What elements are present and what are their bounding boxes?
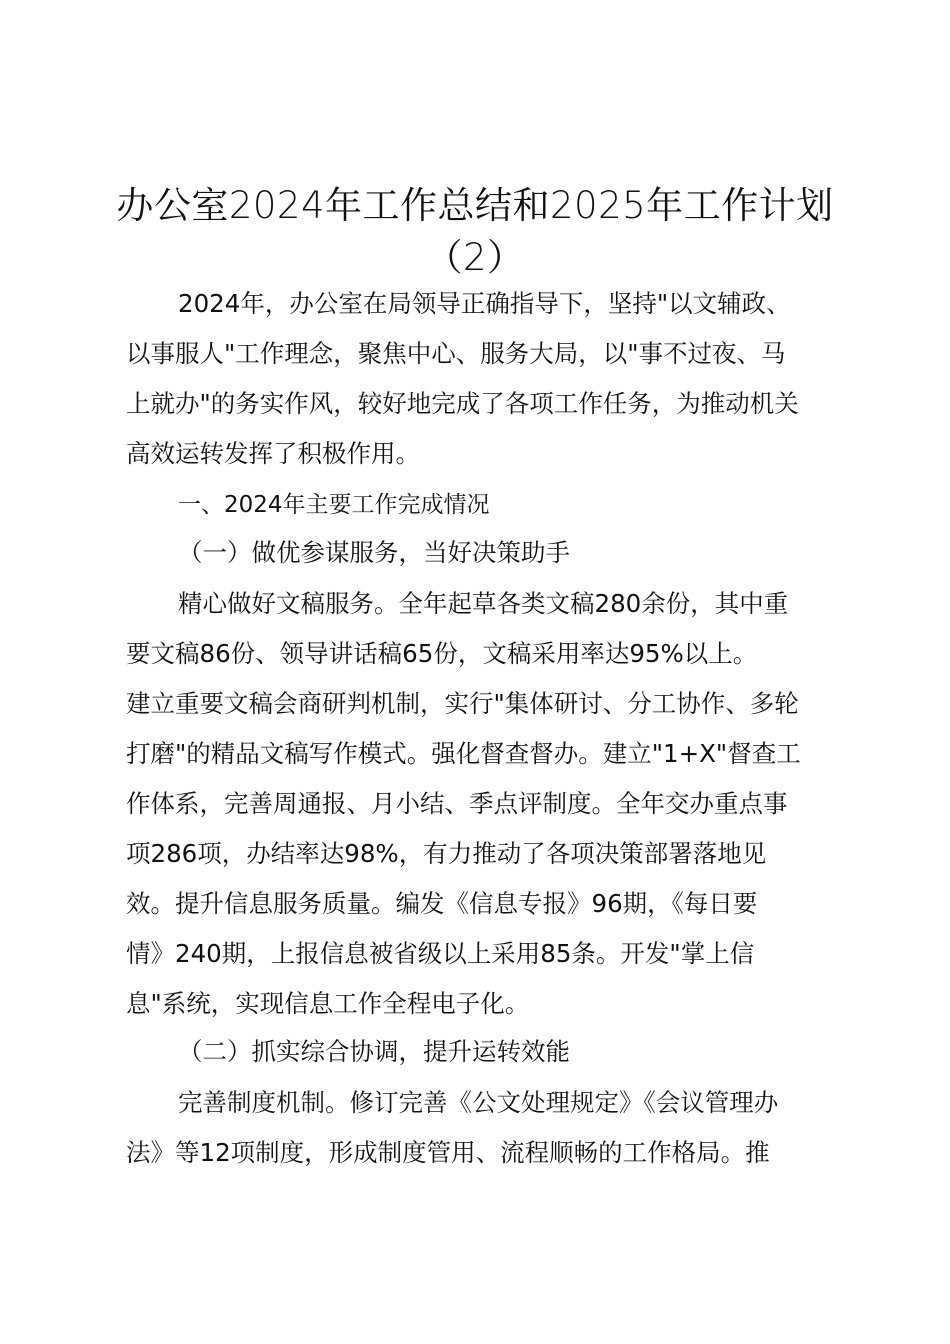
paragraph-line: 项286项，办结率达98%，有力推动了各项决策部署落地见 <box>126 839 767 868</box>
subsection-heading: （二）抓实综合协调，提升运转效能 <box>178 1037 570 1066</box>
paragraph-line: 要文稿86份、领导讲话稿65份，文稿采用率达95%以上。 <box>126 639 758 668</box>
paragraph-line: 效。提升信息服务质量。编发《信息专报》96期，《每日要 <box>126 889 758 918</box>
paragraph-intro-line: 2024年，办公室在局领导正确指导下，坚持"以文辅政、 <box>178 289 791 318</box>
paragraph-intro-line: 高效运转发挥了积极作用。 <box>126 439 420 468</box>
section-heading: 一、2024年主要工作完成情况 <box>178 492 490 518</box>
paragraph-line: 作体系，完善周通报、月小结、季点评制度。全年交办重点事 <box>126 789 788 818</box>
paragraph-line: 息"系统，实现信息工作全程电子化。 <box>126 989 530 1018</box>
paragraph-line: 法》等12项制度，形成制度管用、流程顺畅的工作格局。推 <box>126 1138 770 1167</box>
paragraph-intro-line: 上就办"的务实作风，较好地完成了各项工作任务，为推动机关 <box>126 389 799 418</box>
subsection-heading: （一）做优参谋服务，当好决策助手 <box>178 538 570 567</box>
paragraph-line: 建立重要文稿会商研判机制，实行"集体研讨、分工协作、多轮 <box>126 689 799 718</box>
document-title-number: （2） <box>425 236 525 279</box>
paragraph-line: 情》240期，上报信息被省级以上采用85条。开发"掌上信 <box>126 939 755 968</box>
paragraph-intro-line: 以事服人"工作理念，聚焦中心、服务大局，以"事不过夜、马 <box>126 339 786 368</box>
paragraph-line: 精心做好文稿服务。全年起草各类文稿280余份，其中重 <box>178 589 789 618</box>
paragraph-line: 打磨"的精品文稿写作模式。强化督查督办。建立"1+X"督查工 <box>126 739 801 768</box>
paragraph-line: 完善制度机制。修订完善《公文处理规定》《会议管理办 <box>178 1088 779 1117</box>
document-title: 办公室2024年工作总结和2025年工作计划 <box>116 184 834 227</box>
